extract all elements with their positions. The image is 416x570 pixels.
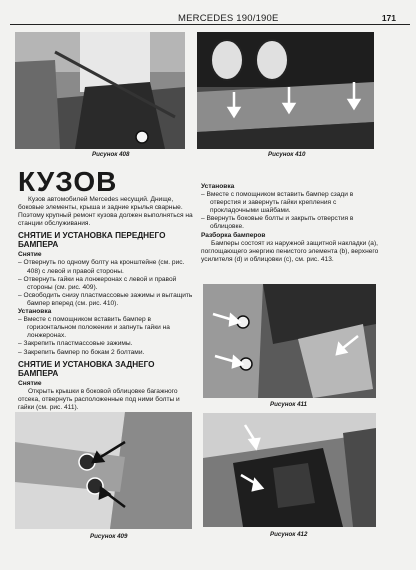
page-number: 171 [381, 13, 396, 23]
right-column [201, 183, 379, 264]
front-bumper-heading: СНЯТИЕ И УСТАНОВКА ПЕРЕДНЕГО БАМПЕРА [18, 231, 166, 250]
disassembly-text: Бамперы состоят из наружной защитной накладки (a), поглощающего энергию пенистого элемента (b), верхнего усилителя (d) и облицовки (c), см. рис. 413. [201, 239, 379, 263]
front-install-step: – Вместе с помощником вставить бампер в горизонтальном положении и запнуть гайки на лонжеронах. [18, 316, 170, 340]
caption-figure-412: Рисунок 412 [270, 531, 308, 538]
chapter-title: КУЗОВ [18, 166, 118, 197]
intro-paragraph: Кузов автомобилей Mercedes несущий. Днище, боковые элементы, крыша и задние крылья сварные. Поэтому крупный ремонт кузова должен выполняться на станции обслуживания. [18, 196, 193, 228]
caption-figure-410: Рисунок 410 [268, 151, 306, 158]
figure-410-photo [197, 32, 374, 149]
header-rule [10, 24, 410, 25]
rear-install-step: – Вместе с помощником вставить бампер сзади в отверстия и завернуть гайки крепления с прокладочными шайбами. [201, 191, 354, 215]
rear-bumper-heading: СНЯТИЕ И УСТАНОВКА ЗАДНЕГО БАМПЕРА [18, 359, 155, 378]
front-install-label: Установка [18, 308, 52, 316]
header-title: MERCEDES 190/190E [178, 13, 279, 24]
front-removal-step: – Отвернуть гайки на лонжеронах с левой и правой стороны (см. рис. 409). [18, 275, 177, 291]
rear-removal-label: Снятие [18, 379, 42, 387]
front-install-step: – Закрепить пластмассовые зажимы. [18, 340, 133, 348]
rear-install-step: – Ввернуть боковые болты и закрыть отверстия в облицовке. [201, 215, 354, 231]
front-install-step: – Закрепить бампер по бокам 2 болтами. [18, 348, 145, 356]
front-removal-step: – Освободить снизу пластмассовые зажимы и вытащить бампер вперед (см. рис. 410). [18, 291, 193, 307]
caption-figure-408: Рисунок 408 [92, 151, 130, 158]
rear-install-label: Установка [201, 183, 235, 190]
rear-removal-text: Открыть крышки в боковой облицовке багажного отсека, отвернуть расположенные под ними болты и гайки (см. рис. 411). [18, 387, 180, 411]
page-header [0, 0, 416, 30]
caption-figure-411: Рисунок 411 [270, 401, 307, 408]
front-removal-label: Снятие [18, 251, 42, 259]
front-removal-step: – Отвернуть по одному болту на кронштейне (см. рис. 408) с левой и правой стороны. [18, 259, 185, 275]
figure-412-photo [203, 413, 376, 527]
disassembly-label: Разборка бамперов [201, 231, 266, 239]
left-column [18, 168, 196, 420]
figure-408-photo [15, 32, 185, 149]
figure-411-photo [203, 284, 376, 398]
caption-figure-409: Рисунок 409 [90, 533, 128, 540]
figure-409-photo [15, 412, 192, 529]
